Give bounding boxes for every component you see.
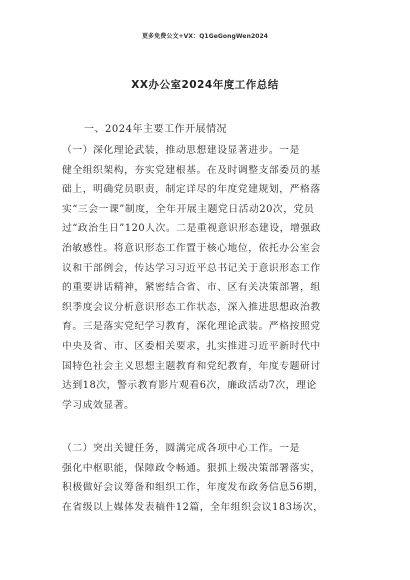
text-line: 国特色社会主义思想主题教育和党纪教育，年度专题研讨 [62,360,321,372]
text-line: 强化中枢职能，保障政令畅通。狠抓上级决策部署落实， [62,462,321,474]
document-title: XX办公室2024年度工作总结 [131,79,279,91]
text-line: （一）深化理论武装，推动思想建设显著进步。一是 [62,145,300,156]
text-line: 础上，明确党员职责，制定详尽的年度党建规划，严格落 [62,184,321,196]
text-line: 织季度会议分析意识形态工作状态，深入推进思想政治教 [62,301,321,313]
text-line: 在省级以上媒体发表稿件12篇，全年组织会议183场次， [62,501,324,513]
text-line: （二）突出关键任务，圆满完成各项中心工作。一是 [62,443,300,454]
text-line: 实“三会一课”制度，全年开展主题党日活动20次，党员 [62,203,315,215]
header-note: 更多免费公文+VX：Q1GeGongWen2024 [141,33,269,40]
text-line: 过“政治生日”120人次。二是重视意识形态建设，增强政 [62,223,322,235]
text-line: 的重要讲话精神，紧密结合省、市、区有关决策部署，组 [62,282,321,294]
section-heading: 一、2024年主要工作开展情况 [84,124,227,135]
text-line: 议和干部例会，传达学习习近平总书记关于意识形态工作 [62,262,321,274]
text-line: 中央及省、市、区委相关要求，扎实推进习近平新时代中 [62,340,321,352]
text-line: 治敏感性。将意识形态工作置于核心地位，依托办公室会 [62,242,321,254]
paragraph-2 [62,439,349,517]
text-line: 健全组织架构，夯实党建根基。在及时调整支部委员的基 [62,164,321,176]
text-line: 达到18次，警示教育影片观看6次，廉政活动7次，理论 [62,380,317,392]
paragraph-1 [62,141,349,415]
text-line: 育。三是落实党纪学习教育，深化理论武装。严格按照党 [62,321,321,333]
text-line: 积极做好会议筹备和组织工作，年度发布政务信息56期， [62,482,324,494]
text-line: 学习成效显著。 [62,399,135,411]
